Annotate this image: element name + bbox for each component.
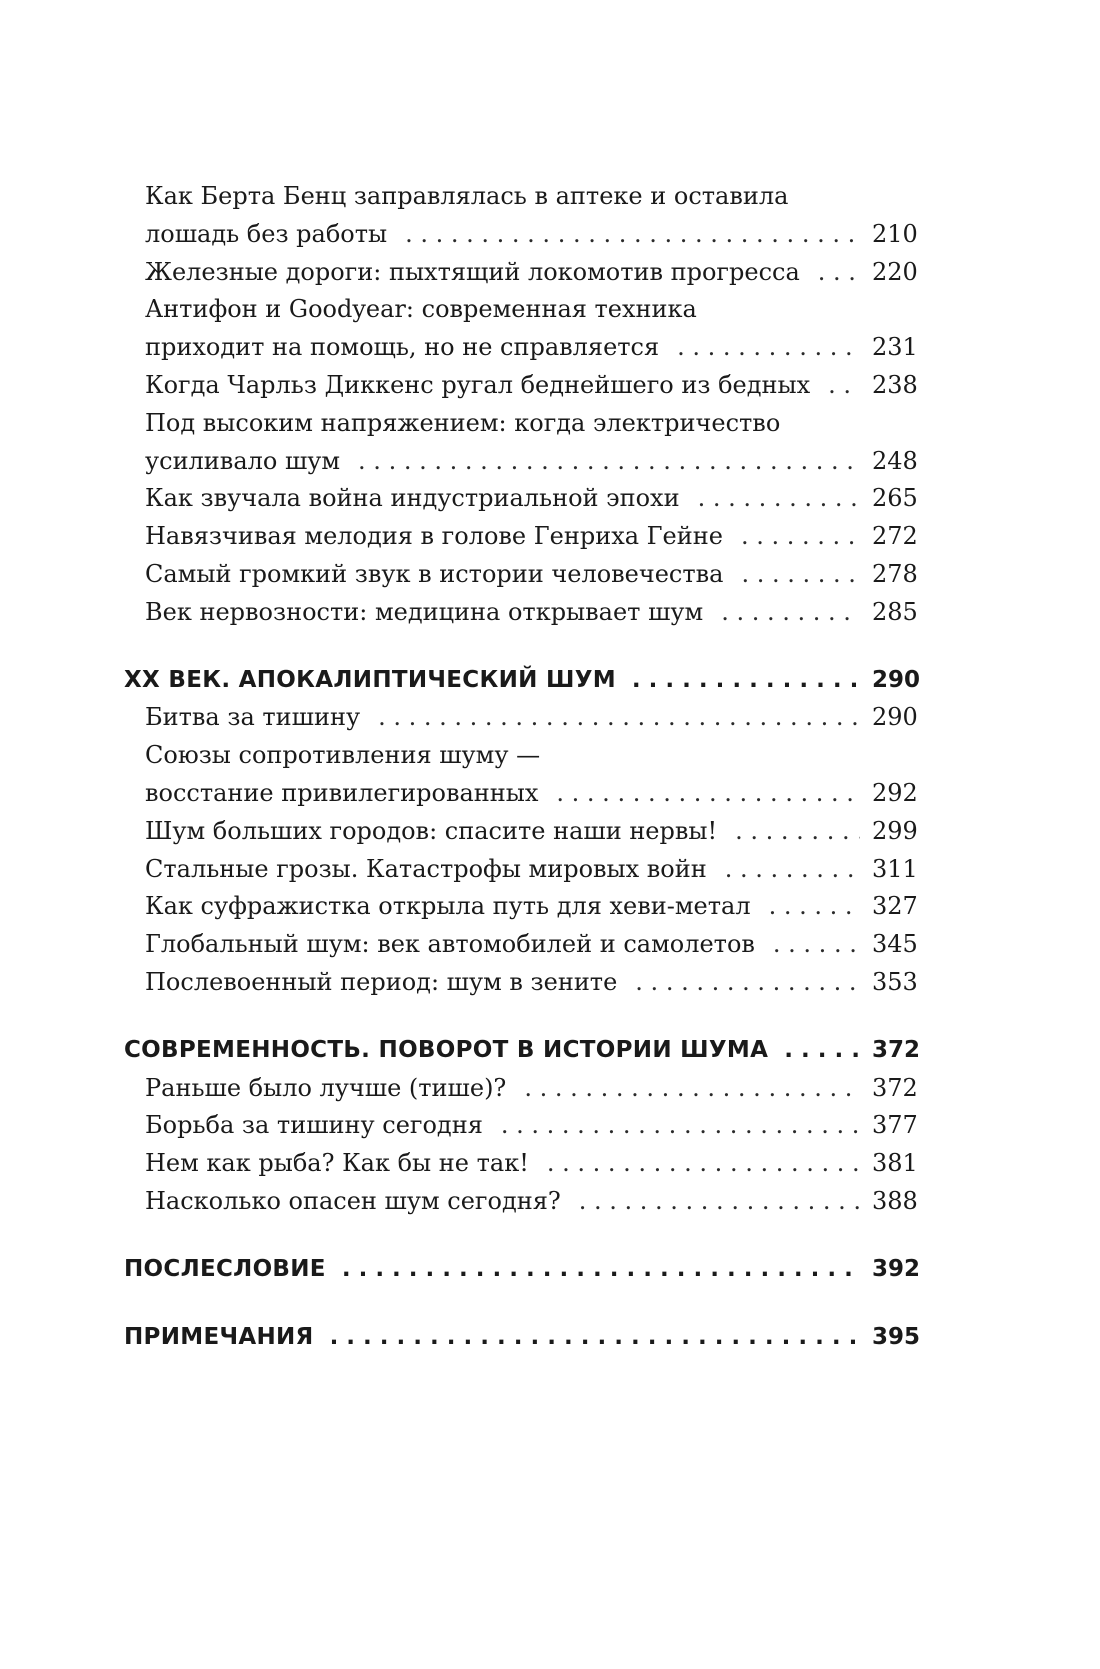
toc-entry-title: Век нервозности: медицина открывает шум bbox=[145, 597, 704, 626]
section-title: ПРИМЕЧАНИЯ bbox=[124, 1323, 314, 1350]
toc-entry bbox=[124, 329, 918, 367]
toc-entry-title: Когда Чарльз Диккенс ругал беднейшего из бедных bbox=[145, 370, 811, 399]
dot-leader bbox=[501, 1107, 860, 1145]
toc-entry-title: приходит на помощь, но не справляется bbox=[145, 333, 660, 362]
toc-entry-page: 238 bbox=[872, 370, 918, 399]
toc-entry bbox=[124, 367, 918, 405]
section-title: СОВРЕМЕННОСТЬ. ПОВОРОТ В ИСТОРИИ ШУМА bbox=[124, 1036, 769, 1063]
dot-leader bbox=[556, 775, 860, 813]
toc-entry-title: Как суфражистка открыла путь для хеви-метал bbox=[145, 892, 751, 921]
toc-entry bbox=[124, 1070, 918, 1108]
toc-entry-title: Шум больших городов: спасите наши нервы! bbox=[145, 816, 718, 845]
table-of-contents bbox=[124, 178, 921, 1356]
toc-entry-page: 265 bbox=[872, 484, 918, 513]
dot-leader bbox=[677, 329, 860, 367]
toc-entry bbox=[124, 699, 918, 737]
section-page: 392 bbox=[872, 1255, 921, 1282]
toc-entry-list bbox=[124, 178, 918, 632]
toc-entry-line1: Антифон и Goodyear: современная техника bbox=[145, 295, 697, 324]
toc-entry-page: 372 bbox=[872, 1073, 918, 1102]
dot-leader bbox=[342, 1251, 860, 1289]
dot-leader bbox=[579, 1183, 860, 1221]
dot-leader bbox=[769, 888, 860, 926]
toc-entry-page: 278 bbox=[872, 559, 918, 588]
toc-entry-page: 327 bbox=[872, 892, 918, 921]
dot-leader bbox=[330, 1319, 860, 1357]
toc-entry bbox=[124, 1145, 918, 1183]
toc-entry-page: 311 bbox=[872, 854, 918, 883]
section-page: 372 bbox=[872, 1036, 921, 1063]
toc-entry-page: 285 bbox=[872, 597, 918, 626]
dot-leader bbox=[773, 926, 860, 964]
toc-entry bbox=[124, 216, 918, 254]
toc-entry-page: 290 bbox=[872, 703, 918, 732]
section-page: 290 bbox=[872, 666, 921, 693]
section-title: XX ВЕК. АПОКАЛИПТИЧЕСКИЙ ШУМ bbox=[124, 666, 616, 693]
toc-entry bbox=[124, 594, 918, 632]
toc-entry-page: 231 bbox=[872, 333, 918, 362]
dot-leader bbox=[828, 367, 860, 405]
toc-entry bbox=[124, 775, 918, 813]
toc-entry-line1: Как Берта Бенц заправлялась в аптеке и оставила bbox=[145, 182, 789, 210]
section-title: ПОСЛЕСЛОВИЕ bbox=[124, 1255, 326, 1282]
toc-entry-title: Насколько опасен шум сегодня? bbox=[145, 1186, 561, 1215]
dot-leader bbox=[378, 699, 860, 737]
dot-leader bbox=[784, 1032, 860, 1070]
dot-leader bbox=[547, 1145, 860, 1183]
toc-entry-title: Глобальный шум: век автомобилей и самолетов bbox=[145, 930, 755, 959]
dot-leader bbox=[524, 1070, 860, 1108]
toc-entry-page: 272 bbox=[872, 522, 918, 551]
toc-section-heading bbox=[124, 1032, 921, 1070]
toc-entry-page: 220 bbox=[872, 257, 918, 286]
toc-entry-page: 353 bbox=[872, 967, 918, 996]
toc-entry-title: Борьба за тишину сегодня bbox=[145, 1111, 483, 1140]
toc-entry-title: Навязчивая мелодия в голове Генриха Гейне bbox=[145, 522, 723, 551]
toc-entry-list bbox=[124, 1070, 918, 1221]
dot-leader bbox=[818, 254, 860, 292]
dot-leader bbox=[721, 594, 860, 632]
dot-leader bbox=[358, 443, 860, 481]
toc-entry bbox=[124, 888, 918, 926]
toc-entry-title: Железные дороги: пыхтящий локомотив прогресса bbox=[145, 257, 800, 286]
toc-section-heading bbox=[124, 662, 921, 700]
toc-entry-line1: Союзы сопротивления шуму — bbox=[145, 741, 541, 770]
toc-entry bbox=[124, 964, 918, 1002]
dot-leader bbox=[632, 662, 860, 700]
dot-leader bbox=[741, 556, 860, 594]
toc-entry-page: 377 bbox=[872, 1111, 918, 1140]
toc-entry bbox=[124, 1183, 918, 1221]
dot-leader bbox=[741, 518, 860, 556]
dot-leader bbox=[698, 480, 860, 518]
toc-entry-page: 388 bbox=[872, 1186, 918, 1215]
toc-entry-page: 248 bbox=[872, 446, 918, 475]
toc-entry-title: Самый громкий звук в истории человечества bbox=[145, 559, 724, 588]
toc-entry-page: 210 bbox=[872, 219, 918, 248]
toc-entry-title: лошадь без работы bbox=[145, 219, 388, 248]
toc-entry-title: Битва за тишину bbox=[145, 703, 361, 732]
toc-entry-title: Как звучала война индустриальной эпохи bbox=[145, 484, 680, 513]
toc-entry bbox=[124, 813, 918, 851]
toc-entry-title: Послевоенный период: шум в зените bbox=[145, 967, 618, 996]
toc-entry bbox=[124, 518, 918, 556]
toc-section-heading bbox=[124, 1319, 921, 1357]
toc-entry-title: усиливало шум bbox=[145, 446, 341, 475]
toc-entry-line1: Под высоким напряжением: когда электричество bbox=[145, 408, 781, 437]
toc-entry-list bbox=[124, 699, 918, 1001]
toc-entry bbox=[124, 1107, 918, 1145]
toc-entry bbox=[124, 926, 918, 964]
toc-entry bbox=[124, 254, 918, 292]
toc-entry-title: Стальные грозы. Катастрофы мировых войн bbox=[145, 854, 707, 883]
toc-entry bbox=[124, 480, 918, 518]
toc-entry bbox=[124, 556, 918, 594]
section-page: 395 bbox=[872, 1323, 921, 1350]
toc-section-heading bbox=[124, 1251, 921, 1289]
toc-entry-title: восстание привилегированных bbox=[145, 778, 539, 807]
toc-entry-page: 299 bbox=[872, 816, 918, 845]
dot-leader bbox=[735, 813, 860, 851]
toc-entry-title: Раньше было лучше (тише)? bbox=[145, 1073, 507, 1102]
toc-entry bbox=[124, 443, 918, 481]
dot-leader bbox=[725, 851, 860, 889]
dot-leader bbox=[635, 964, 860, 1002]
toc-entry-page: 381 bbox=[872, 1149, 918, 1178]
dot-leader bbox=[405, 216, 860, 254]
toc-entry-page: 345 bbox=[872, 930, 918, 959]
toc-entry-page: 292 bbox=[872, 778, 918, 807]
toc-entry-title: Нем как рыба? Как бы не так! bbox=[145, 1149, 529, 1178]
toc-entry bbox=[124, 851, 918, 889]
